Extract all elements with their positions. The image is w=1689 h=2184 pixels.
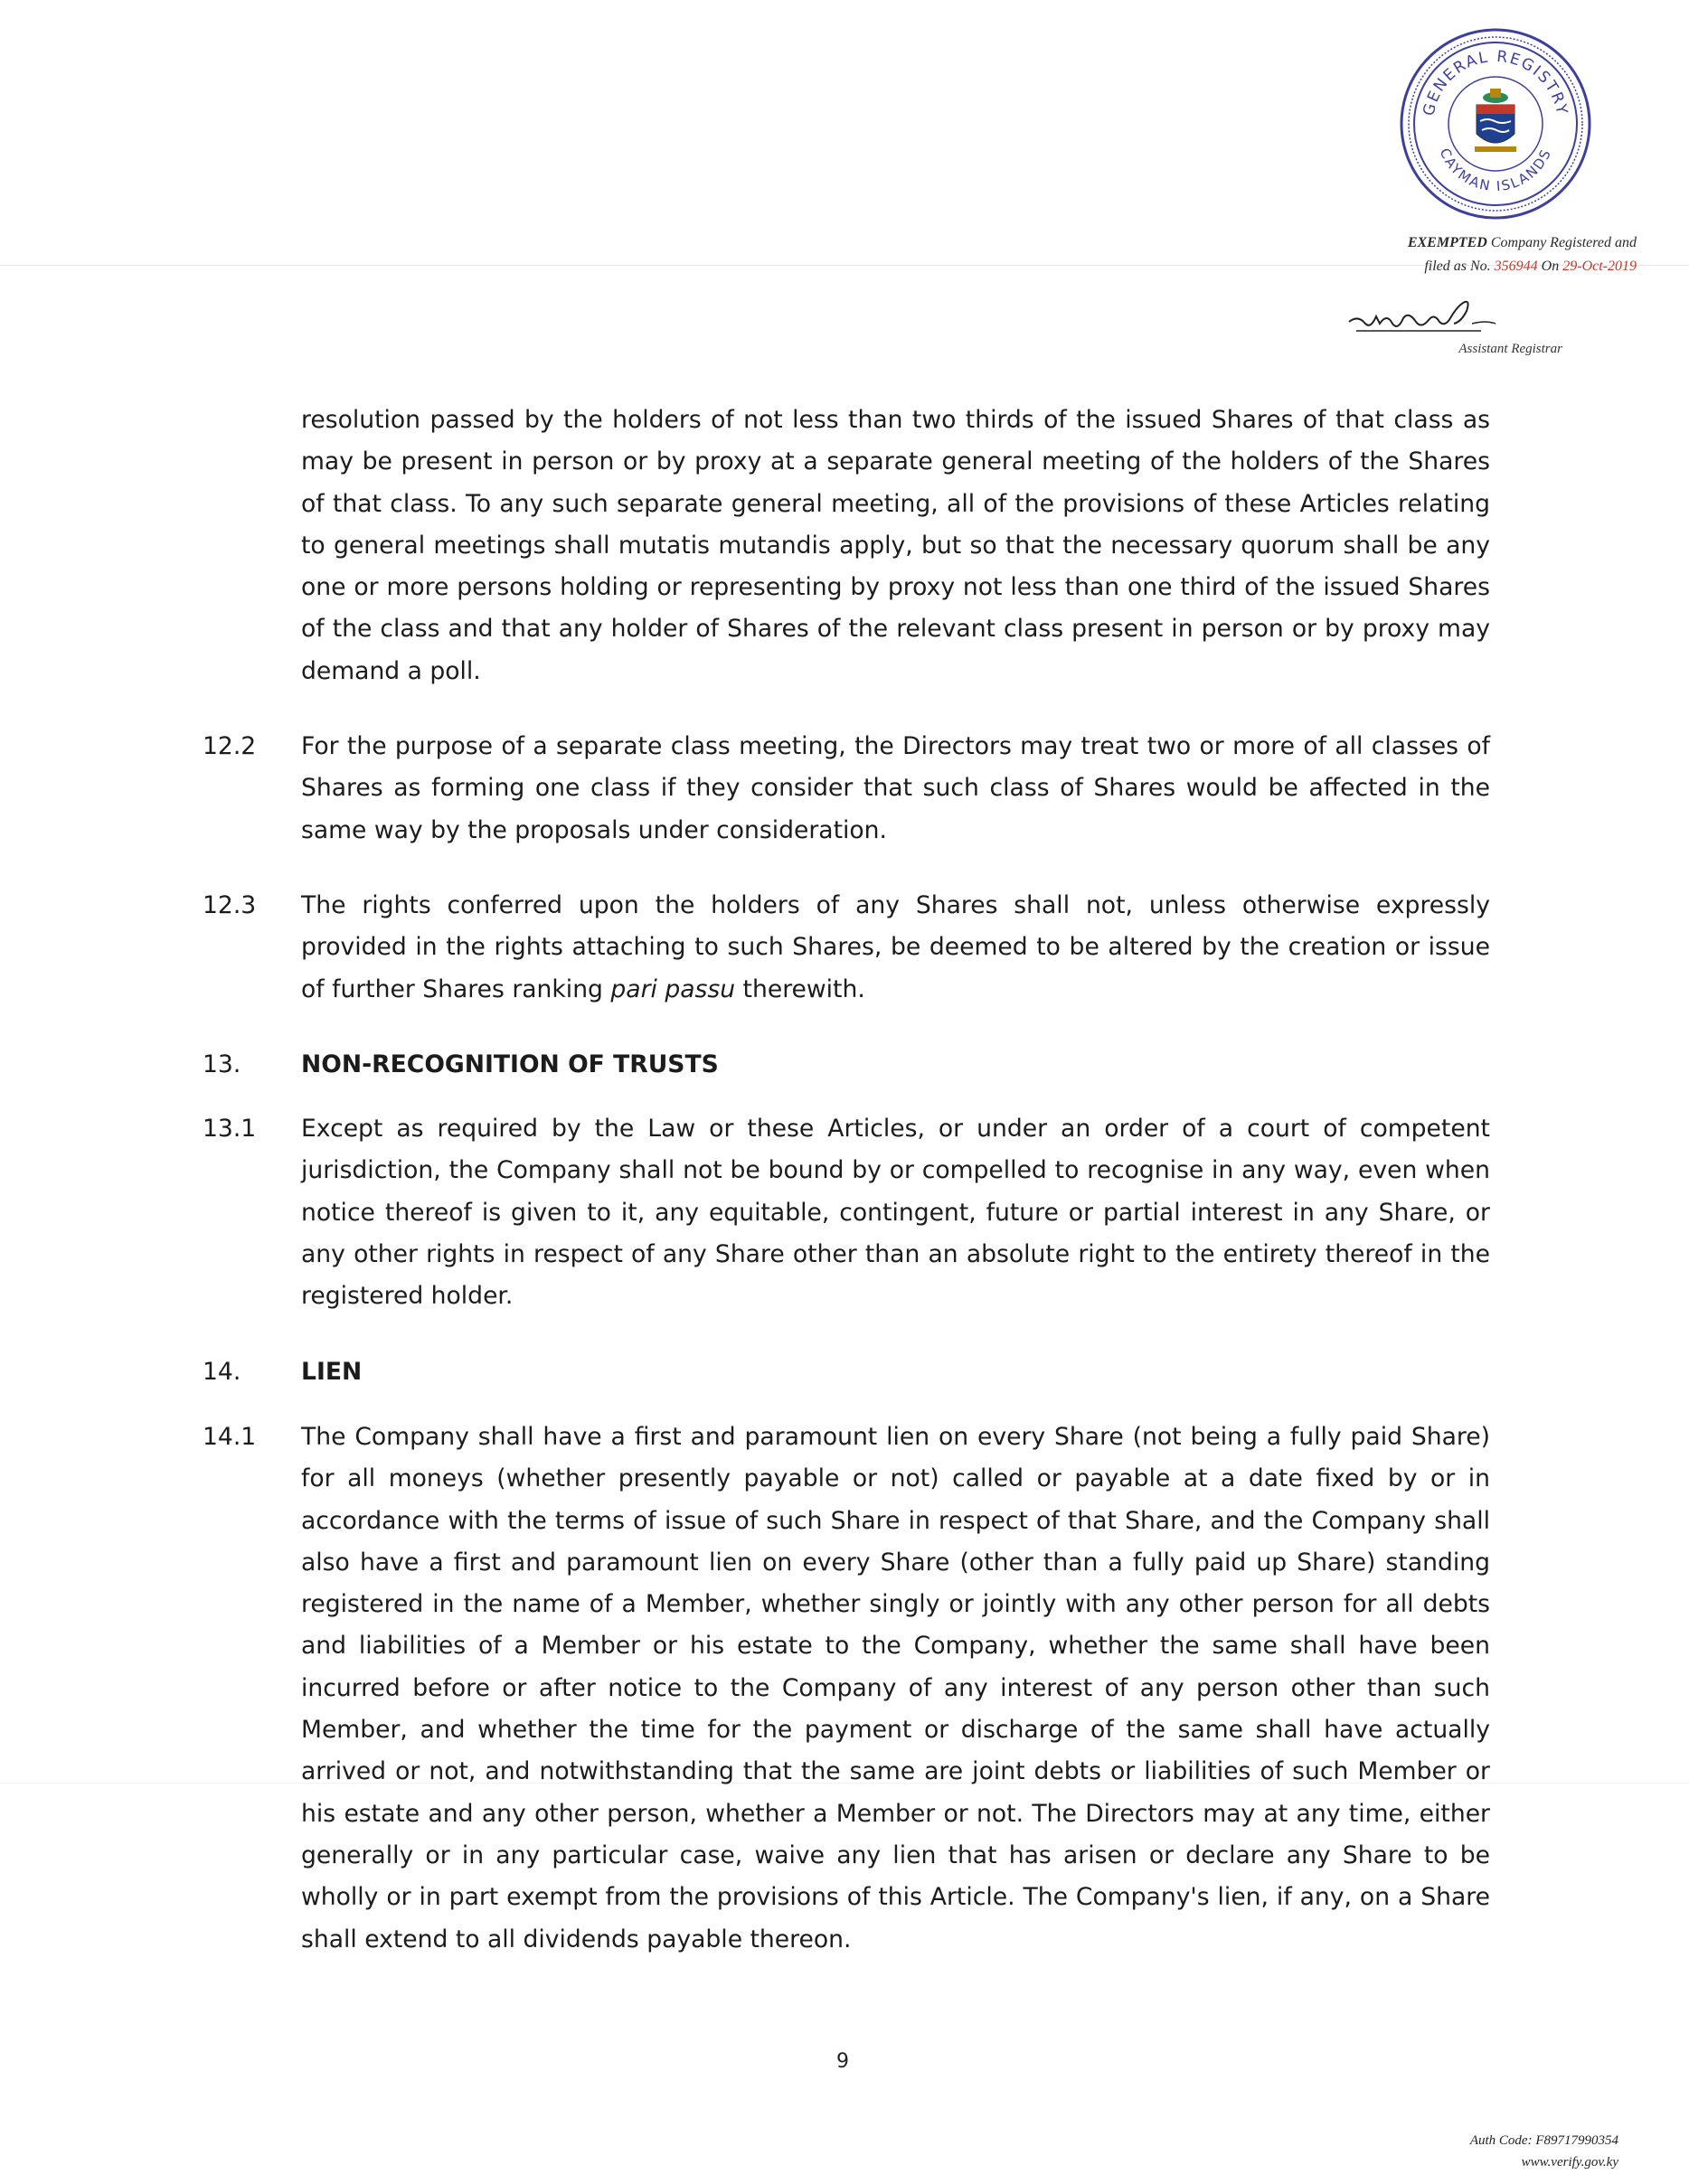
stamp-line-2 <box>1284 255 1637 278</box>
assistant-registrar-label: Assistant Registrar <box>1458 342 1562 356</box>
stamp-line-1-rest: Company Registered and <box>1486 235 1637 250</box>
paragraph-12-3-italic: pari passu <box>610 974 736 1003</box>
clause-number-12-3: 12.3 <box>203 891 257 919</box>
seal-text-bottom: CAYMAN ISLANDS <box>1436 146 1555 195</box>
section-heading-14: LIEN <box>301 1358 363 1386</box>
clause-number-12-2: 12.2 <box>203 732 257 760</box>
stamp-on-label: On <box>1537 259 1563 274</box>
clause-number-14-1: 14.1 <box>203 1423 257 1451</box>
svg-text:CAYMAN ISLANDS <box>1437 146 1555 194</box>
page-number: 9 <box>836 2050 849 2073</box>
paragraph-12-3 <box>301 885 1490 1011</box>
verify-website: www.verify.gov.ky <box>1521 2155 1618 2170</box>
section-number-13: 13. <box>203 1050 241 1078</box>
stamp-line-1 <box>1284 231 1637 255</box>
paragraph-12-3-text-a: The rights conferred upon the holders of any Shares shall not, unless otherwise expressly provided in the rights attaching to such Shares, be deemed to be altered by the creation or issue of further Shares ranking <box>301 891 1490 1003</box>
stamp-filed-prefix: filed as No. <box>1424 259 1495 274</box>
registration-number: 356944 <box>1494 259 1538 274</box>
stamp-exempted: EXEMPTED <box>1407 235 1487 250</box>
auth-code: Auth Code: F89717990354 <box>1469 2133 1618 2148</box>
coat-of-arms-icon <box>1475 89 1516 152</box>
registration-stamp <box>1284 231 1637 278</box>
paragraph-12-3-text-b: therewith. <box>735 974 865 1003</box>
registration-date: 29-Oct-2019 <box>1562 259 1637 274</box>
paragraph-12-1-continued: resolution passed by the holders of not less than two thirds of the issued Shares of that class as may be present in person or by proxy at a separate general meeting of the holders of the Shares of that class. To any such separate general meeting, all of the provisions of these Articles relating to general meetings shall mutatis mutandis apply, but so that the necessary quorum shall be any one or more persons holding or representing by proxy not less than one third of the issued Shares of the class and that any holder of Shares of the relevant class present in person or by proxy may demand a poll. <box>301 406 1490 685</box>
registrar-signature <box>1345 297 1499 340</box>
section-heading-13: NON-RECOGNITION OF TRUSTS <box>301 1050 719 1078</box>
paragraph-13-1: Except as required by the Law or these Articles, or under an order of a court of competent jurisdiction, the Company shall not be bound by or compelled to recognise in any way, even when notice thereof is given to it, any equitable, contingent, future or partial interest in any Share, or any other rights in respect of any Share other than an absolute right to the entirety thereof in the registered holder. <box>301 1115 1490 1311</box>
paragraph-14-1: The Company shall have a first and paramount lien on every Share (not being a fully paid Share) for all moneys (whether presently payable or not) called or payable at a date fixed by or in accordance with the terms of issue of such Share in respect of that Share, and the Company shall also have a first and paramount lien on every Share (other than a fully paid up Share) standing registered in the name of a Member, whether singly or jointly with any other person for all debts and liabilities of a Member or his estate to the Company, whether the same shall have been incurred before or after notice to the Company of any interest of any person other than such Member, and whether the time for the payment or discharge of the same shall have actually arrived or not, and notwithstanding that the same are joint debts or liabilities of such Member or his estate and any other person, whether a Member or not. The Directors may at any time, either generally or in any particular case, waive any lien that has arisen or declare any Share to be wholly or in part exempt from the provisions of this Article. The Company's lien, if any, on a Share shall extend to all dividends payable thereon. <box>301 1423 1490 1953</box>
paragraph-12-2: For the purpose of a separate class meeting, the Directors may treat two or more of all classes of Shares as forming one class if they consider that such class of Shares would be affected in the same way by the proposals under consideration. <box>301 732 1490 844</box>
clause-number-13-1: 13.1 <box>203 1115 257 1143</box>
seal-text-top: GENERAL REGISTRY <box>1420 47 1571 118</box>
general-registry-seal <box>1397 25 1594 222</box>
section-number-14: 14. <box>203 1358 241 1386</box>
